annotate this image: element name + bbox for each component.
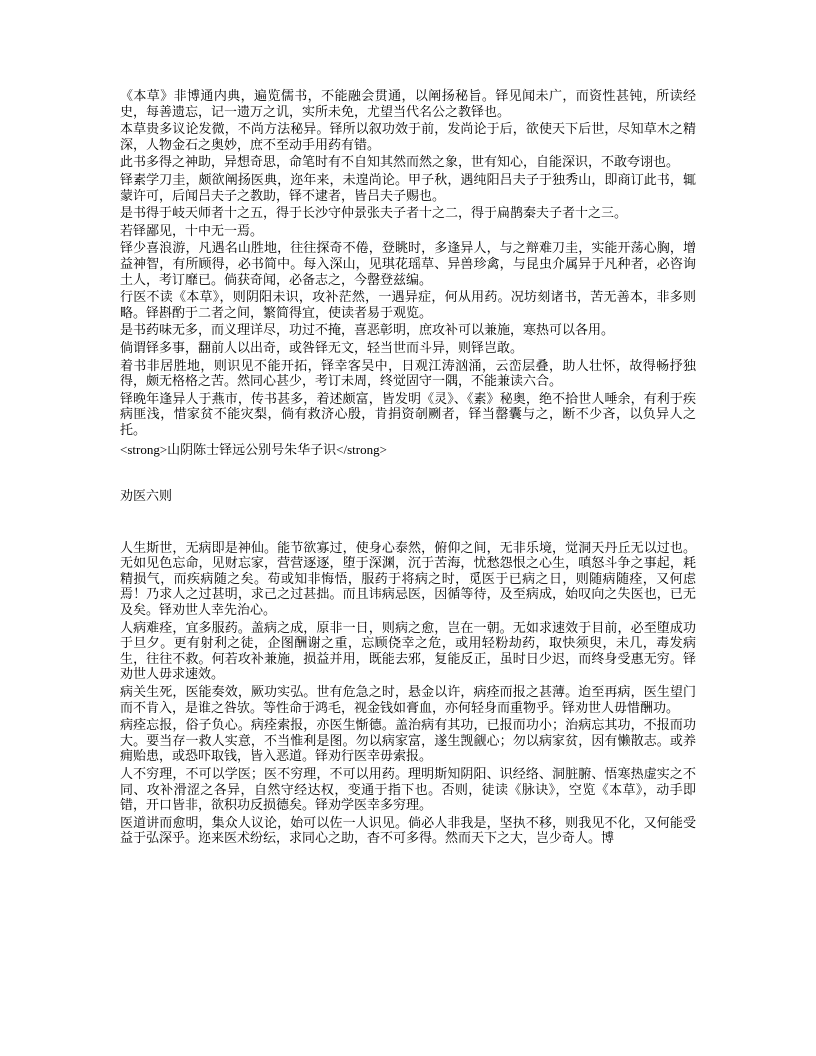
- exhortation-paragraph-3: 病关生死，医能奏效，厥功实弘。世有危急之时，悬金以许，病痊而报之甚薄。迨至再病，医生望门而不肯入，是谁之咎欤。等性命于鸿毛，视金钱如膏血，亦何轻身而重物乎。铎劝世人毋惜酬功。: [120, 684, 696, 715]
- preface-paragraph-2: 本草贵多议论发微，不尚方法秘异。铎所以叙功效于前，发尚论于后，欲使天下后世，尽知草木之精深，人物金石之奥妙，庶不至动手用药有错。: [120, 121, 696, 152]
- preface-paragraph-7: 铎少喜浪游，凡遇名山胜地，往往探奇不倦，登眺时，多逢异人，与之辩难刀圭，实能开荡心胸，增益神智，有所顾得，必书简中。每入深山，见琪花瑶草、异兽珍禽，与昆虫介属异于凡种者，必咨询土人，考订靡已。倘获奇闻，必备志之，今罄登兹编。: [120, 240, 696, 287]
- preface-paragraph-11: 着书非居胜地，则识见不能开拓，铎幸客吴中，日观江涛汹涌，云峦层叠，助人壮怀，故得畅抒独得，颇无格格之苦。然同心甚少，考订未周，终觉固守一隅，不能兼读六合。: [120, 357, 696, 389]
- exhortation-paragraph-2: 人病难痊，宜多服药。盖病之成，原非一日，则病之愈，岂在一朝。无如求速效于目前，必至堕成功于旦夕。更有射利之徒，企图酬谢之重，忘顾侥幸之危，或用轻粉劫药，取快须臾，未几，毒发病生，往往不救。何若攻补兼施，损益并用，既能去邪，复能反正，虽时日少迟，而终身受惠无穷。铎劝世人毋求速效。: [120, 619, 696, 682]
- preface-paragraph-3: 此书多得之神助，异想奇思，命笔时有不自知其然而然之象，世有知心，自能深识，不敢夸诩也。: [120, 154, 680, 170]
- preface-paragraph-8: 行医不读《本草》，则阴阳未识，攻补茫然，一遇异症，何从用药。况坊刻诸书，苦无善本，非多则略。铎斟酌于二者之间，繁简得宜，使读者易于观览。: [120, 289, 696, 320]
- section-heading: 劝医六则: [120, 488, 173, 504]
- preface-paragraph-1: 《本草》非博通内典，遍览儒书，不能融会贯通，以阐扬秘旨。铎见闻未广，而资性甚钝，所读经史，每善遗忘，记一遗万之讥，实所未免，尤望当代名公之教铎也。: [120, 88, 696, 119]
- author-signature: <strong>山阴陈士铎远公别号朱华子识</strong>: [120, 442, 387, 458]
- exhortation-paragraph-4: 病痊忘报，俗子负心。病痊索报，亦医生惭德。盖治病有其功，已报而功小；治病忘其功，不报而功大。要当存一救人实意，不当惟利是图。勿以病家富，遂生觊觎心；勿以病家贫，因有懒散志。或养痈贻患，或恐吓取钱，皆入恶道。铎劝行医幸毋索报。: [120, 717, 696, 764]
- exhortation-paragraph-6: 医道讲而愈明，集众人议论，始可以佐一人识见。倘必人非我是，坚执不移，则我见不化，又何能受益于弘深乎。迩来医术纷纭，求同心之助，杳不可多得。然而天下之大，岂少奇人。博: [120, 814, 696, 846]
- preface-paragraph-6: 若铎鄙见，十中无一焉。: [120, 222, 264, 238]
- exhortation-paragraph-1: 人生斯世，无病即是神仙。能节欲寡过，使身心泰然，俯仰之间，无非乐境，觉洞天丹丘无以过也。无如见色忘命，见财忘家，营营逐逐，堕于深渊，沉于苦海，忧愁怨恨之心生，嗔怒斗争之事起，耗精损气，而疾病随之矣。苟或知非悔悟，服药于将病之时，觅医于已病之日，则随病随痊，又何虑焉！乃求人之过甚明，求己之过甚拙。而且讳病忌医，因循等待，及至病成，始叹向之失医也，已无及矣。铎劝世人幸先治心。: [120, 539, 696, 618]
- preface-paragraph-4: 铎素学刀圭，颇欲阐扬医典，迩年来，未遑尚论。甲子秋，遇纯阳吕夫子于独秀山，即商订此书，辄蒙许可，后闻吕夫子之教助，铎不逮者，皆吕夫子赐也。: [120, 171, 696, 203]
- preface-paragraph-9: 是书药味无多，而义理详尽，功过不掩，喜恶彰明，庶攻补可以兼施，寒热可以各用。: [120, 322, 615, 338]
- preface-paragraph-10: 倘谓铎多事，翻前人以出奇，或咎铎无文，轻当世而斗异，则铎岂敢。: [120, 339, 524, 355]
- preface-paragraph-5: 是书得于岐天师者十之五，得于长沙守仲景张夫子者十之二，得于扁鹊秦夫子者十之三。: [120, 205, 628, 221]
- exhortation-paragraph-5: 人不穷理，不可以学医；医不穷理，不可以用药。理明斯知阴阳、识经络、洞脏腑、悟寒热虚实之不同、攻补滑涩之各异，自然守经达权，变通于指下也。否则，徒读《脉诀》，空览《本草》，动手即错，开口皆非，欲积功反损德矣。铎劝学医幸多穷理。: [120, 765, 696, 813]
- preface-paragraph-12: 铎晚年逢异人于燕市，传书甚多，着述颇富，皆发明《灵》、《素》秘奥，绝不拾世人唾余，有利于疾病匪浅，惜家贫不能灾梨，倘有救济心殷，肯捐资剞劂者，铎当罄囊与之，断不少吝，以负异人之托。: [120, 390, 696, 437]
